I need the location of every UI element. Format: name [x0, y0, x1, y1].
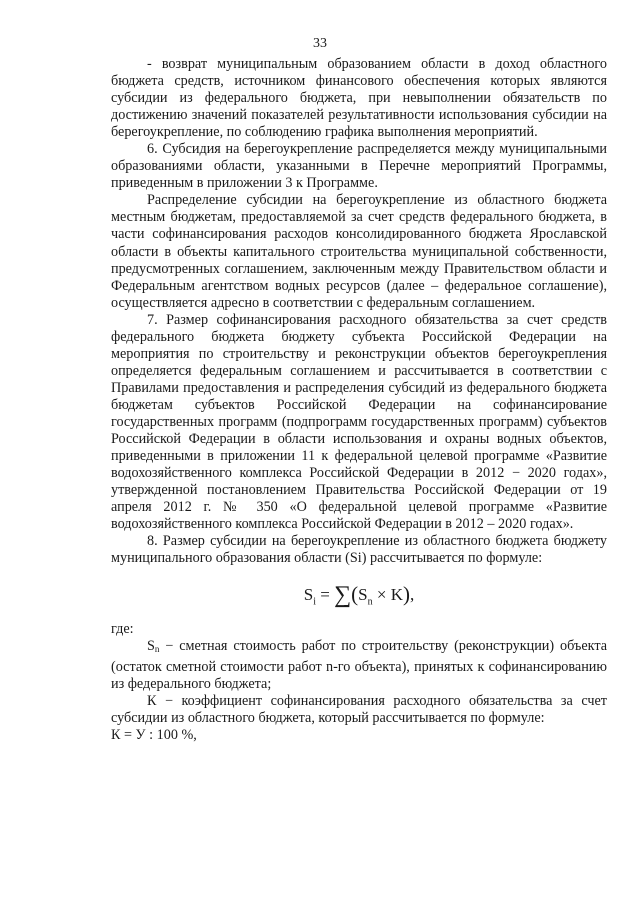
formula-k: К = У : 100 %,: [111, 726, 197, 743]
paragraph-item-6: 6. Субсидия на берегоукрепление распределяется между муниципальными образованиями области, указанными в Перечне мероприятий Программы, приведенным в приложении 3 к Программе.: [111, 141, 607, 192]
formula-lhs: S: [303, 585, 314, 605]
formula-term1: S: [358, 585, 368, 605]
formula-tail: ,: [410, 585, 415, 605]
page-number: 33: [313, 36, 327, 51]
formula-eq: =: [315, 585, 335, 605]
definition-sn-sub: n: [154, 644, 160, 655]
formula-sum-sign: ∑: [334, 582, 352, 609]
paragraph-distribution: Распределение субсидии на берегоукрепление из областного бюджета местным бюджетам, предоставляемой за счет средств федерального бюджета, в части софинансирования расходов консолидированного бюджета Ярославской области в объекты капитального строительства муниципальной собственности, предусмотренных соглашением, заключенным между Правительством области и Федеральным агентством водных ресурсов (далее – федеральное соглашение), осуществляется адресно в соответствии с федеральным соглашением.: [111, 192, 607, 311]
subsidy-formula: [111, 567, 607, 621]
formula-term2: K: [390, 585, 404, 605]
paragraph-item-8: 8. Размер субсидии на берегоукрепление из областного бюджета бюджету муниципального образования области (Si) рассчитывается по формуле:: [111, 533, 607, 567]
formula-open-paren: (: [351, 582, 359, 607]
definition-sn-symbol: S: [147, 638, 155, 655]
document-body: [111, 56, 607, 744]
formula-lhs-sub: i: [313, 596, 316, 608]
definition-sn: [111, 638, 607, 692]
paragraph-return-funds: - возврат муниципальным образованием области в доход областного бюджета средств, источником финансового обеспечения которых являются субсидии из федерального бюджета, при невыполнении обязательств по достижению значений показателей результативности использования субсидии на берегоукрепление, по соблюдению графика выполнения мероприятий.: [111, 56, 607, 141]
formula-close-paren: ): [403, 582, 411, 607]
formula-term1-sub: n: [367, 596, 373, 608]
definition-k: К − коэффициент софинансирования расходного обязательства за счет субсидии из областного бюджета, который рассчитывается по формуле:: [111, 692, 607, 726]
where-label: где:: [111, 621, 134, 638]
definition-sn-text: − сметная стоимость работ по строительству (реконструкции) объекта (остаток сметной стоимости работ n-го объекта), принятых к софинансированию из федерального бюджета;: [111, 638, 607, 692]
paragraph-item-7: 7. Размер софинансирования расходного обязательства за счет средств федерального бюджета бюджету субъекта Российской Федерации на мероприятия по строительству и реконструкции объектов берегоукрепления определяется федеральным соглашением и рассчитывается в соответствии с Правилами предоставления и распределения субсидий из федерального бюджета бюджетам субъектов Российской Федерации на софинансирование государственных программ (подпрограмм государственных программ) субъектов Российской Федерации в области использования и охраны водных объектов, приведенными в приложении 11 к федеральной целевой программе «Развитие водохозяйственного комплекса Российской Федерации в 2012 − 2020 годах», утвержденной постановлением Правительства Российской Федерации от 19 апреля 2012 г. № 350 «О федеральной целевой программе «Развитие водохозяйственного комплекса Российской Федерации в 2012 – 2020 годах».: [111, 311, 607, 533]
formula-times: ×: [372, 585, 391, 605]
